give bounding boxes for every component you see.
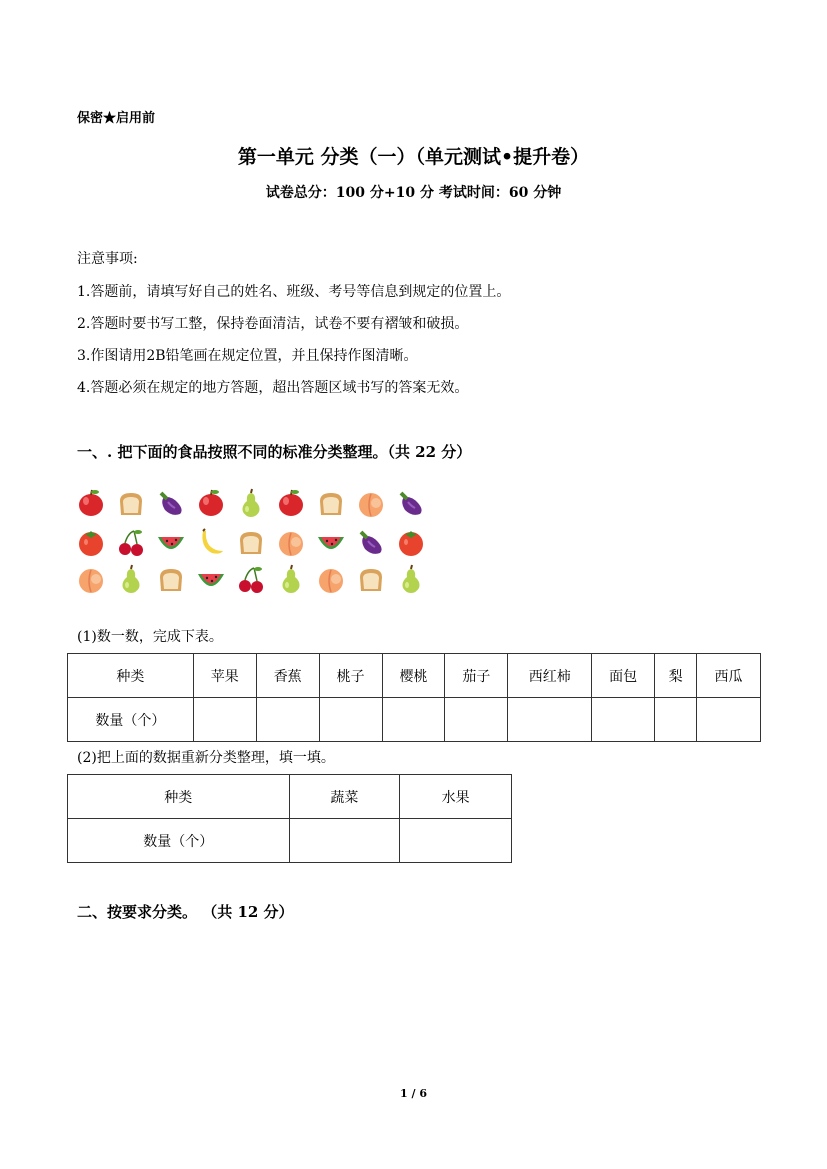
watermelon-icon — [196, 564, 226, 594]
bread-icon — [156, 564, 186, 594]
table-header-cell: 蔬菜 — [289, 775, 400, 819]
confidential-label: 保密★启用前 — [77, 111, 156, 126]
watermelon-icon — [156, 527, 186, 557]
pear-icon — [116, 564, 146, 594]
tomato-icon — [76, 527, 106, 557]
notice-item: 2.答题时要书写工整，保持卷面清洁，试卷不要有褶皱和破损。 — [77, 316, 469, 332]
peach-icon — [316, 564, 346, 594]
table-header-cell: 西红柿 — [508, 654, 592, 698]
section-1-title: 一、. 把下面的食品按照不同的标准分类整理。（共 22 分） — [77, 443, 472, 461]
eggplant-icon — [396, 488, 426, 518]
peach-icon — [76, 564, 106, 594]
peach-icon — [276, 527, 306, 557]
bread-icon — [116, 488, 146, 518]
eggplant-icon — [356, 527, 386, 557]
answer-cell[interactable] — [382, 698, 445, 742]
answer-cell[interactable] — [193, 698, 256, 742]
answer-cell[interactable] — [655, 698, 697, 742]
answer-cell[interactable] — [592, 698, 655, 742]
bread-icon — [316, 488, 346, 518]
notice-item: 1.答题前，请填写好自己的姓名、班级、考号等信息到规定的位置上。 — [77, 284, 511, 300]
answer-cell[interactable] — [508, 698, 592, 742]
watermelon-icon — [316, 527, 346, 557]
table-header-cell: 梨 — [655, 654, 697, 698]
answer-cell[interactable] — [256, 698, 319, 742]
notice-item: 4.答题必须在规定的地方答题，超出答题区域书写的答案无效。 — [77, 380, 469, 396]
classify-table — [67, 774, 512, 863]
tomato-icon — [396, 527, 426, 557]
pear-icon — [276, 564, 306, 594]
table-header-cell: 西瓜 — [697, 654, 761, 698]
table-header-cell: 香蕉 — [256, 654, 319, 698]
bread-icon — [356, 564, 386, 594]
page-title: 第一单元 分类（一）（单元测试•提升卷） — [237, 146, 590, 168]
pear-icon — [396, 564, 426, 594]
food-row — [76, 564, 426, 598]
table-header-cell: 种类 — [68, 775, 290, 819]
table-row-label: 数量（个） — [68, 819, 290, 863]
table-header-cell: 水果 — [400, 775, 512, 819]
apple-icon — [196, 488, 226, 518]
apple-icon — [76, 488, 106, 518]
banana-icon — [196, 527, 226, 557]
answer-cell[interactable] — [319, 698, 382, 742]
food-row — [76, 527, 426, 561]
table-header-cell: 樱桃 — [382, 654, 445, 698]
answer-cell[interactable] — [697, 698, 761, 742]
answer-cell[interactable] — [289, 819, 400, 863]
pear-icon — [236, 488, 266, 518]
bread-icon — [236, 527, 266, 557]
answer-cell[interactable] — [445, 698, 508, 742]
notice-heading: 注意事项: — [77, 251, 138, 267]
table-header-cell: 种类 — [68, 654, 194, 698]
table-header-cell: 面包 — [592, 654, 655, 698]
notice-item: 3.作图请用2B铅笔画在规定位置，并且保持作图清晰。 — [77, 348, 418, 364]
answer-cell[interactable] — [400, 819, 512, 863]
table-header-cell: 茄子 — [445, 654, 508, 698]
cherry-icon — [236, 564, 266, 594]
question-1-label: (1)数一数，完成下表。 — [77, 629, 223, 645]
exam-info: 试卷总分：100 分+10 分 考试时间：60 分钟 — [265, 185, 562, 201]
food-row — [76, 488, 426, 522]
cherry-icon — [116, 527, 146, 557]
section-2-title: 二、按要求分类。 （共 12 分） — [77, 903, 294, 921]
page-number: 1 / 6 — [400, 1087, 427, 1100]
count-table — [67, 653, 761, 742]
peach-icon — [356, 488, 386, 518]
table-header-cell: 苹果 — [193, 654, 256, 698]
apple-icon — [276, 488, 306, 518]
table-header-cell: 桃子 — [319, 654, 382, 698]
table-row-label: 数量（个） — [68, 698, 194, 742]
question-2-label: (2)把上面的数据重新分类整理，填一填。 — [77, 750, 335, 766]
eggplant-icon — [156, 488, 186, 518]
